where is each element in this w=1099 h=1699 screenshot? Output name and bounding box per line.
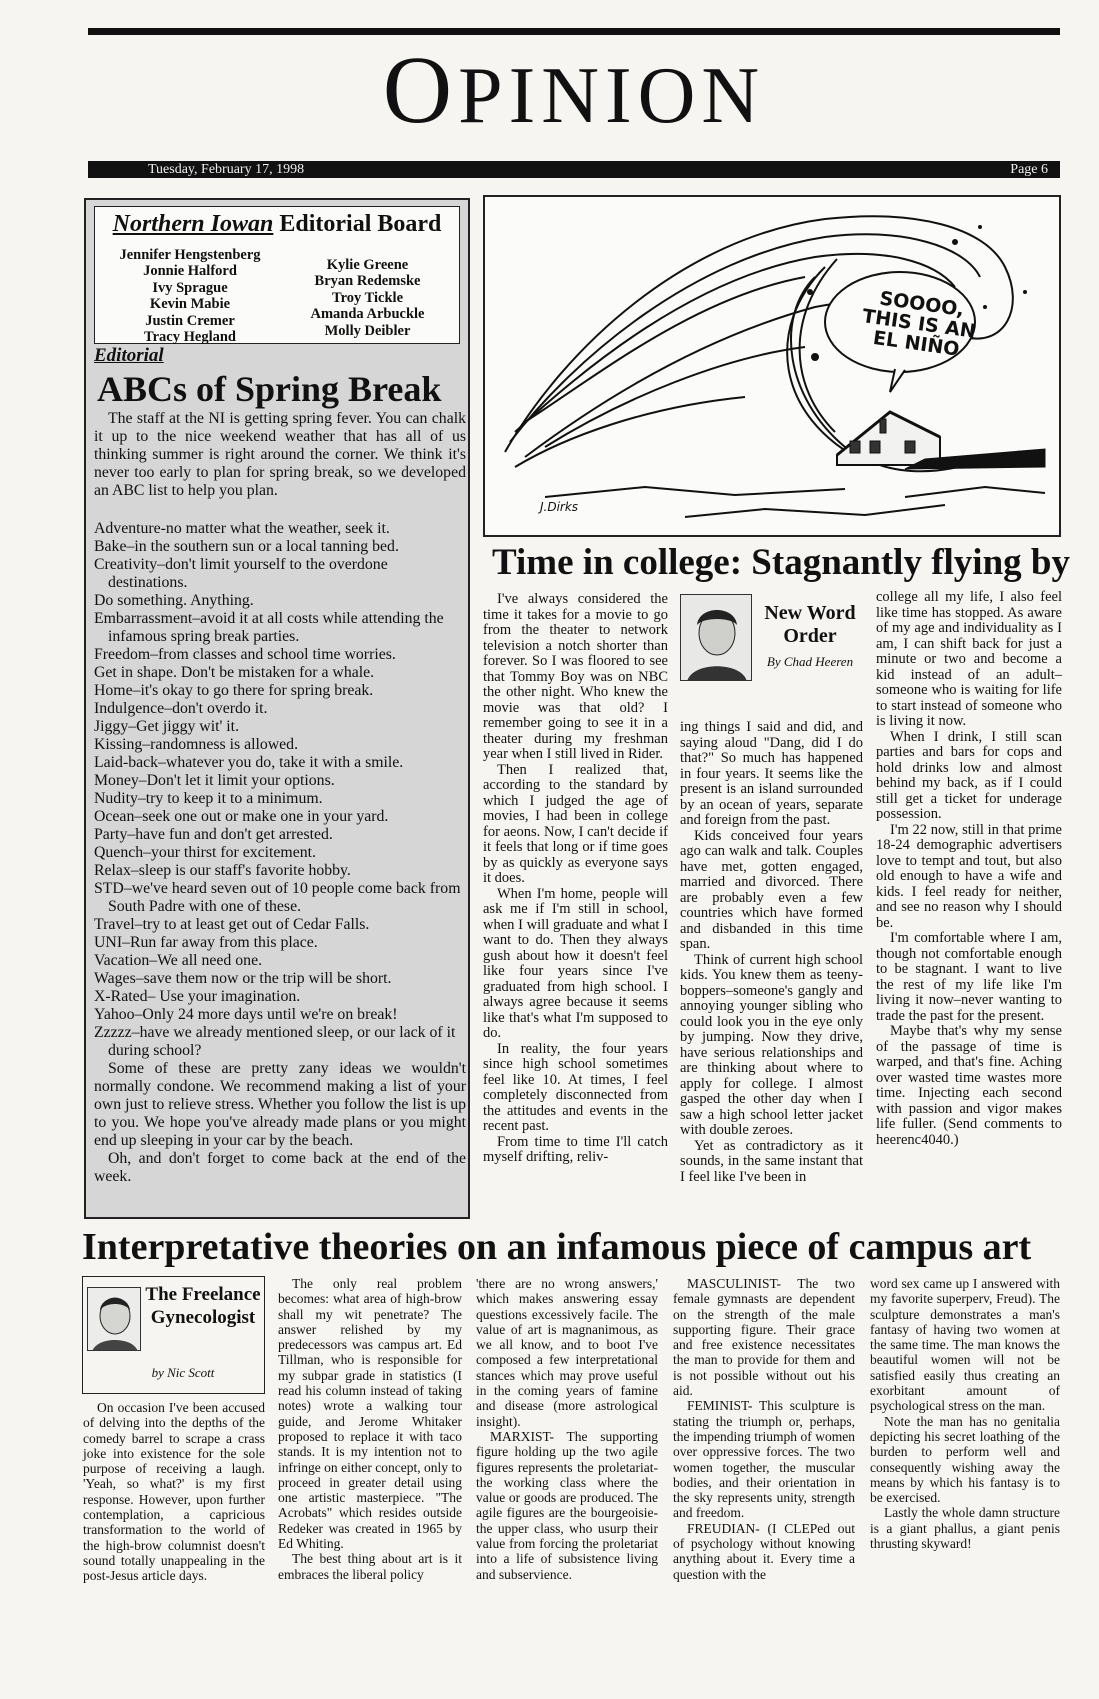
board-member: Molly Deibler (324, 322, 411, 339)
columnist-box (82, 1276, 265, 1394)
board-title: Northern Iowan Editorial Board (112, 211, 442, 237)
board-member: Kylie Greene (326, 257, 409, 273)
abc-list-item: Ocean–seek one out or make one in your yard. (94, 808, 389, 825)
board-member: Kevin Mabie (149, 296, 231, 313)
abc-list-item: Indulgence–don't overdo it. (94, 700, 268, 717)
abc-list-item: X-Rated– Use your imagination. (94, 988, 301, 1005)
cartoonist-signature: J.Dirks (540, 500, 579, 514)
abc-list-item: Creativity–don't limit yourself to the overdone destinations. (94, 556, 388, 591)
abc-list-item: Wages–save them now or the trip will be short. (94, 970, 392, 987)
abc-list-item: Nudity–try to keep it to a minimum. (94, 790, 323, 807)
board-member: Ivy Sprague (152, 279, 228, 296)
article-column: 'there are no wrong answers,' which makes answering essay questions excessively facile. The value of art is magnanimous, as we all know, and to boot I've composed a few interpretational stances which may prove useful in the coming years of famine and disease (more astrological insight). MARXIST- The supporting figure holding up the two agile figures represents the proletariat-the working class where the value or goods are produced. The agile figures are the bourgeoisie-the upper class, who usurp their value from forcing the proletariat into a life of subsistence living and subservience. (476, 1276, 658, 1582)
abc-list-item: Yahoo–Only 24 more days until we're on break! (94, 1006, 398, 1023)
abc-list-item: Vacation–We all need one. (94, 952, 263, 969)
board-member: Amanda Arbuckle (310, 306, 425, 323)
abc-list-item: Zzzzz–have we already mentioned sleep, or our lack of it during school? (94, 1024, 456, 1059)
column-name: New Word Order (764, 602, 856, 647)
article-column: MASCULINIST- The two female gymnasts are dependent on the strength of the male supporting figure. Their grace and free existence necessitates the man to provide for them and is not possible without out his aid. FEMINIST- This sculpture is stating the triumph or, perhaps, the impending triumph of women over oppressive forces. The two women together, the muscular bodies, and their orientation in the sky represents unity, strength and freedom. FREUDIAN- (I CLEPed out of psychology without knowing anything about it. Every time a question with the (673, 1276, 855, 1582)
article-column: On occasion I've been accused of delving into the depths of the comedy barrel to scrape a crass joke into existence for the sole purpose of receiving a laugh. 'Yeah, so what?' is my first response. However, upon further contemplation, a capricious transformation to the world of the high-brow columnist doesn't sound totally unappealing in the post-Jesus article days. (83, 1400, 265, 1584)
abc-list-item: Money–Don't let it limit your options. (94, 772, 335, 789)
abc-list-item: UNI–Run far away from this place. (94, 934, 318, 951)
abc-list-item: Get in shape. Don't be mistaken for a whale. (94, 664, 375, 681)
article-column: I've always considered the time it takes for a movie to go from the theater to network television a notch shorter than forever. So I was floored to see that Tommy Boy was on NBC the other night. Who knew the movie was that old? I remember going to see it in a theater during my freshman year when I still lived in Rider. Then I realized that, according to the standard by which I judged the age of movies, I had been in college for aeons. Now, I can't decide if it feels that long or if time goes by as quickly as everyone says it does. When I'm home, people will ask me if I'm still in school, when I will graduate and what I want to do. Then they always gush about how it doesn't feel like four years since I've graduated from high school. I always agree because it seems like that's what I'm supposed to do. In reality, the four years since high school sometimes feel like 10. At times, I feel completely disconnected from the attitudes and events in the recent past. From time to time I'll catch myself drifting, reliv- (483, 591, 668, 1165)
board-member: Troy Tickle (331, 289, 404, 306)
board-member: Jonnie Halford (143, 263, 237, 280)
board-member: Bryan Redemske (314, 273, 421, 290)
top-rule (88, 28, 1060, 35)
editorial-closing: Some of these are pretty zany ideas we wouldn't normally condone. We recommend making a list of your own just to relieve stress. Whether you follow the list is up to you. We hope you've already made plans or you might end up sleeping in your car by the beach. Oh, and don't forget to come back at the end of the week. (94, 1060, 466, 1185)
abc-list-item: Kissing–randomness is allowed. (94, 736, 299, 753)
abc-list-item: Laid-back–whatever you do, take it with a smile. (94, 754, 404, 771)
abc-list-item: Do something. Anything. (94, 592, 254, 609)
editorial-label: Editorial (94, 345, 164, 366)
board-member: Justin Cremer (145, 312, 235, 329)
abc-list-item: Freedom–from classes and school time worries. (94, 646, 396, 663)
abc-list-item: STD–we've heard seven out of 10 people come back from South Padre with one of these. (94, 880, 461, 915)
columnist-photo (680, 594, 752, 681)
issue-date: Tuesday, February 17, 1998 (148, 162, 305, 177)
board-members-right (280, 257, 455, 339)
abc-list (94, 520, 466, 1060)
abc-list-item: Home–it's okay to go there for spring break. (94, 682, 374, 699)
section-title: OPINION (382, 36, 766, 143)
board-members-left (105, 247, 275, 345)
abc-list-item: Quench–your thirst for excitement. (94, 844, 316, 861)
column-headline: Time in college: Stagnantly flying by (492, 542, 1070, 583)
editorial-headline: ABCs of Spring Break (97, 369, 442, 409)
editorial-board-box (94, 206, 460, 344)
editorial-intro: The staff at the NI is getting spring fever. You can chalk it up to the nice weekend weather that has all of us thinking summer is right around the corner. We think it's never too early to plan for spring break, so we developed an ABC list to help you plan. (94, 410, 466, 499)
columnist-photo (87, 1287, 141, 1351)
byline: by Nic Scott (151, 1365, 215, 1380)
abc-list-item: Bake–in the southern sun or a local tanning bed. (94, 538, 399, 555)
abc-list-item: Embarrassment–avoid it at all costs while attending the infamous spring break parties. (94, 610, 444, 645)
column-name: The Freelance Gynecologist (145, 1284, 261, 1328)
abc-list-item: Party–have fun and don't get arrested. (94, 826, 333, 843)
page-number: Page 6 (1010, 162, 1048, 177)
abc-list-item: Travel–try to at least get out of Cedar Falls. (94, 916, 370, 933)
article-column: ing things I said and did, and saying aloud "Dang, did I do that?" So much has happened in four years. It seems like the present is an island surrounded by an ocean of years, separate and foreign from the past. Kids conceived four years ago can walk and talk. Couples have met, gotten engaged, married and divorced. There are probably even a few countries which have formed and disbanded in this time span. Think of current high school kids. You knew them as teeny-boppers–someone's gangly and annoying younger sibling who could look you in the eye only by jumping. Now they drive, have serious relationships and are thinking about where to apply for college. I almost gasped the other day when I saw a high school letter jacket with double zeroes. Yet as contradictory as it sounds, in the same instant that I feel like I've been in (680, 719, 863, 1185)
speech-bubble-text: SOOOO, THIS IS AN EL NIÑO (860, 287, 978, 361)
editorial-cartoon (483, 195, 1061, 537)
wave-illustration (485, 197, 1061, 537)
article-column: The only real problem becomes: what area of high-brow shall my wit penetrate? The answer relished by my predecessors was campus art. Ed Tillman, who is responsible for my subpar grade in statistics (I read his column instead of taking notes) wrote a walking tour guide, and Jerome Whitaker proposed to replace it with taco stands. It is my intention not to infringe on either concept, only to proceed in greater detail using one artistic masterpiece. "The Acrobats" which resides outside Redeker was created in 1965 by Ed Whiting. The best thing about art is it embraces the liberal policy (278, 1276, 462, 1582)
board-member: Jennifer Hengstenberg (119, 247, 261, 263)
column-headline: Interpretative theories on an infamous piece of campus art (82, 1226, 1032, 1268)
columnist-box (680, 592, 863, 685)
article-column: word sex came up I answered with my favorite superperv, Freud). The sculpture demonstrates a man's fantasy of having two women at the same time. The man knows the beautiful women will not be satisfied easily thus creating an exorbitant amount of psychological stress on the man. Note the man has no genitalia depicting his secret loathing of the burden to perform well and consequently wishing away the means by which his fantasy is to be exercised. Lastly the whole damn structure is a giant phallus, a giant penis thrusting skyward! (870, 1276, 1060, 1552)
abc-list-item: Relax–sleep is our staff's favorite hobby. (94, 862, 351, 879)
byline: By Chad Heeren (766, 654, 854, 669)
article-column: college all my life, I also feel like time has stopped. As aware of my age and individuality as I am, I can shift back for just a minute or two and become a kid instead of an adult–someone who is waiting for life to start instead of someone who is living it now. When I drink, I still scan parties and bars for cops and hold drinks low and almost behind my back, as if I could still get a ticket for underage possession. I'm 22 now, still in that prime 18-24 demographic advertisers love to tempt and tout, but also old enough to have a wife and kids. I feel ready for neither, and see no reason why I should be. I'm comfortable where I am, though not comfortable enough to be stagnant. I want to live the rest of my life like I'm living it now–never wanting to trade the past for the present. Maybe that's why my sense of the passage of time is warped, and that's fine. Aching over wasted time wastes more time. Injecting each second with passion and vigor makes life fuller. (Send comments to heerenc4040.) (876, 589, 1062, 1148)
board-member: Tracy Hegland (144, 329, 236, 346)
abc-list-item: Jiggy–Get jiggy wit' it. (94, 718, 240, 735)
abc-list-item: Adventure-no matter what the weather, seek it. (94, 520, 390, 537)
date-band (88, 161, 1060, 178)
